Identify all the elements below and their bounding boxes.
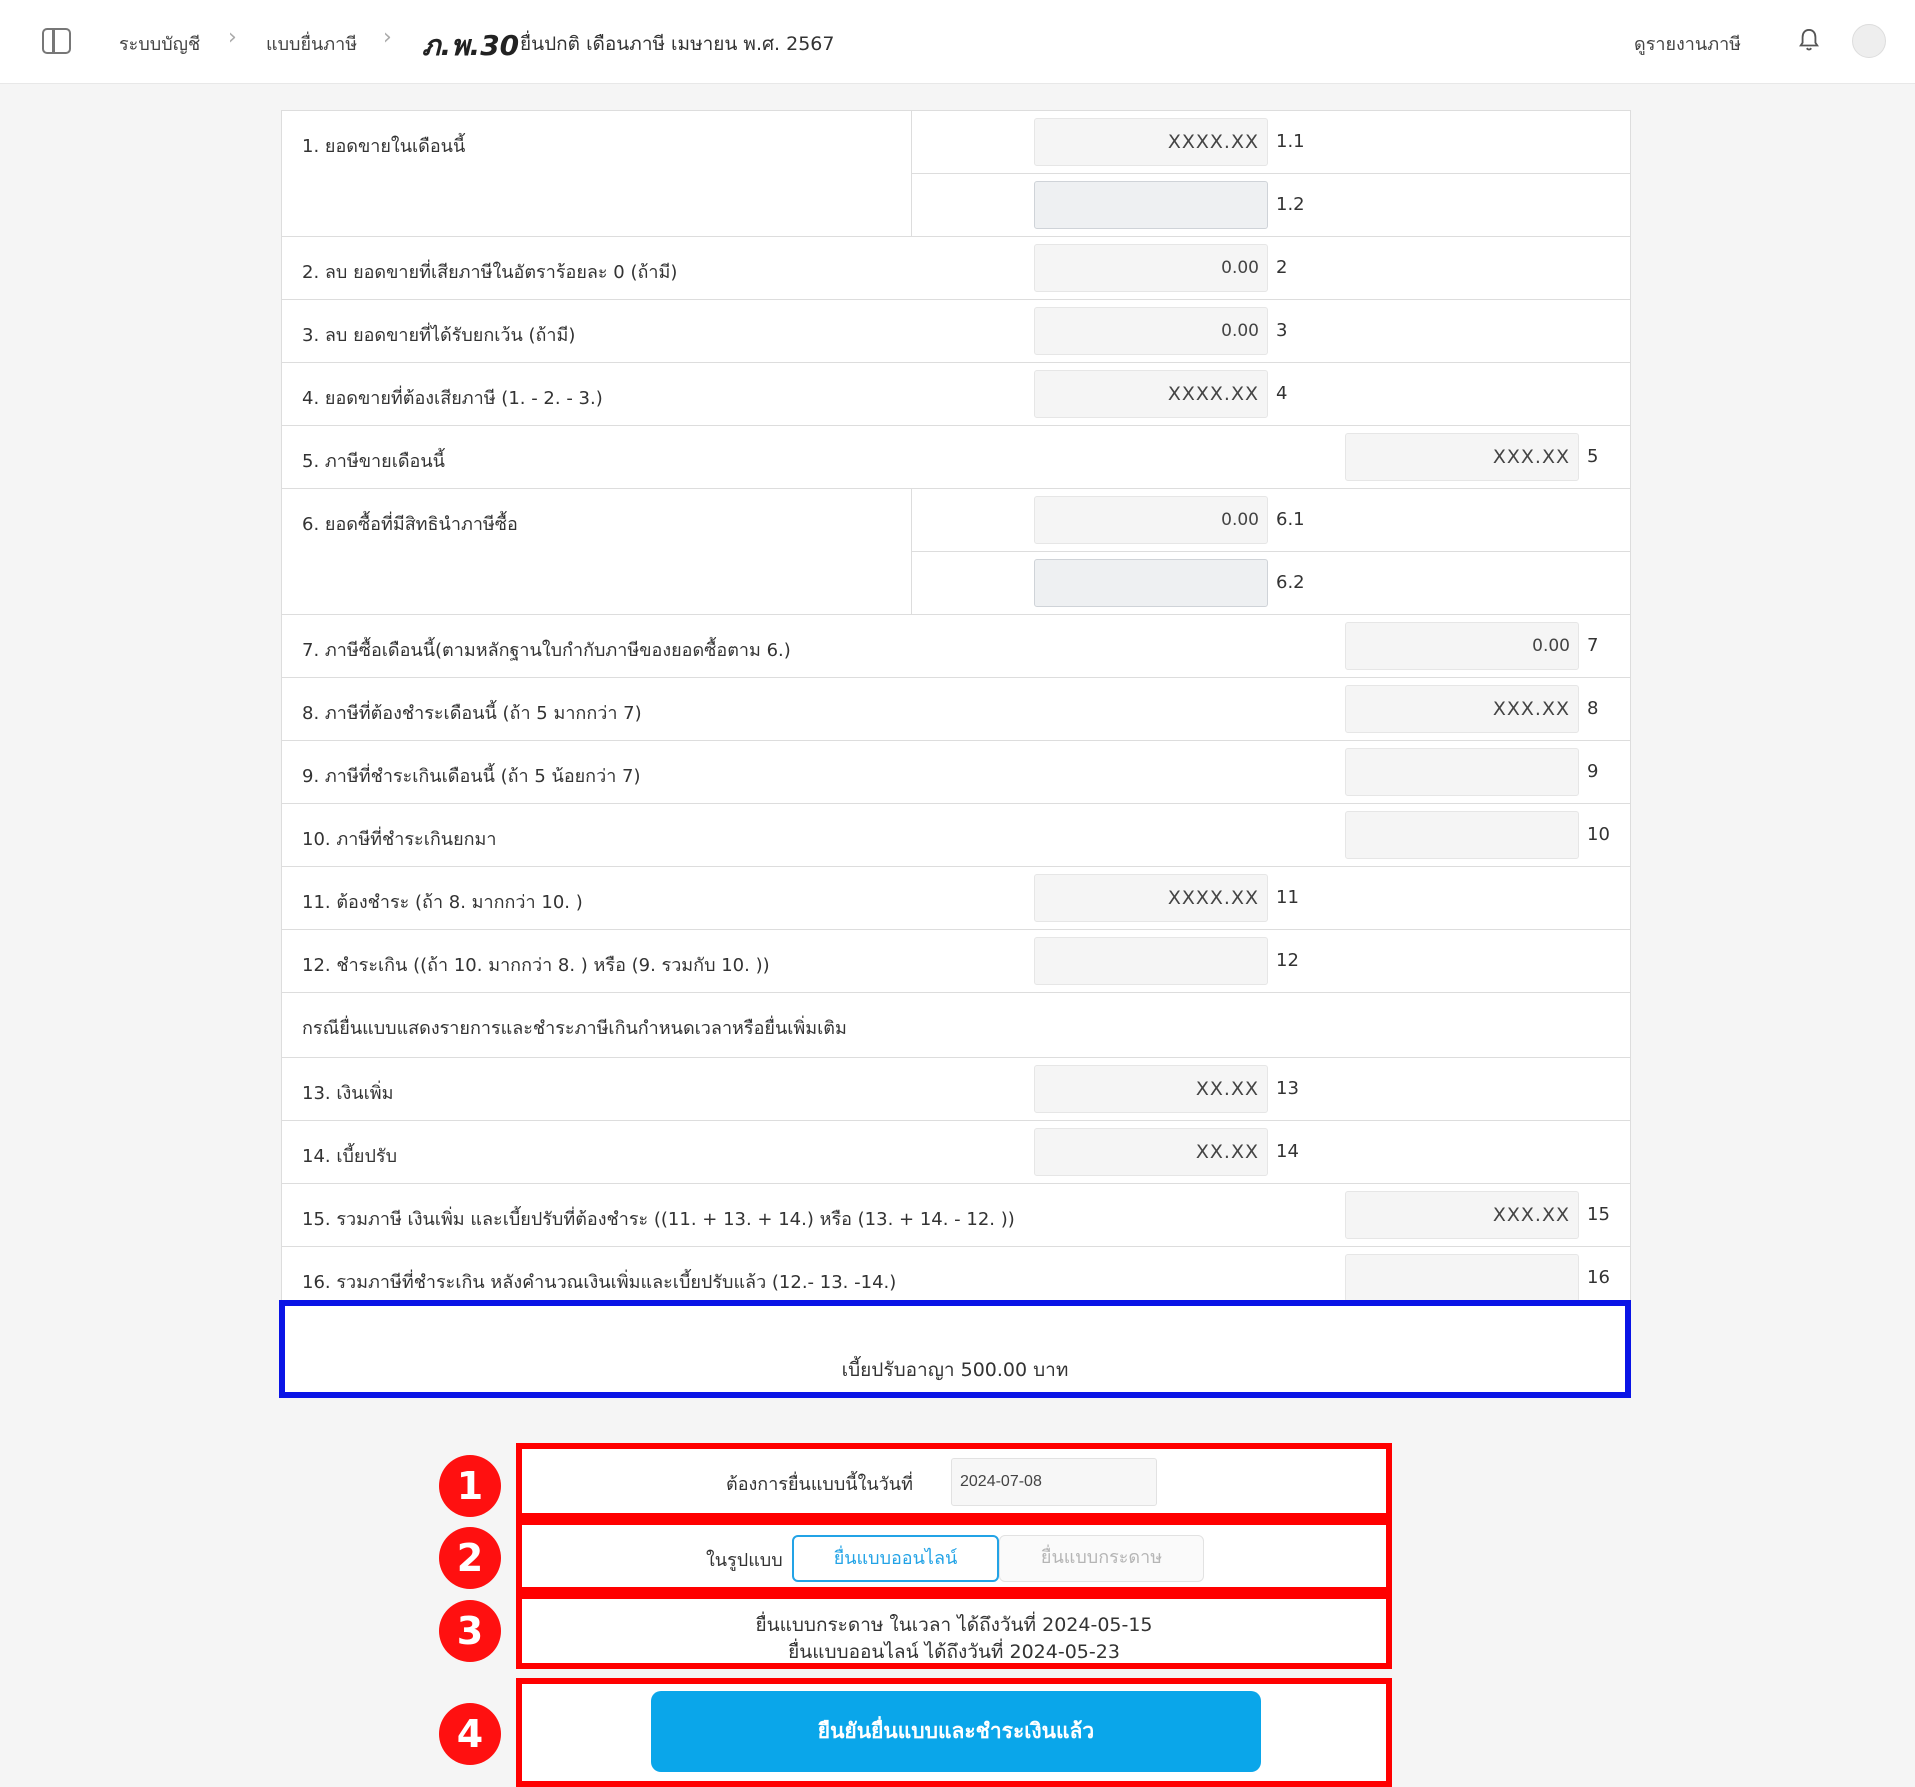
table-row xyxy=(282,426,1630,489)
row-number: 5 xyxy=(1587,446,1599,467)
overpaid-carried-field[interactable] xyxy=(1345,811,1579,859)
sales-field-1-1[interactable]: XXXX.XX xyxy=(1034,118,1268,166)
row-number: 13 xyxy=(1276,1078,1299,1099)
sales-field-1-2[interactable] xyxy=(1034,181,1268,229)
overpayment-field[interactable] xyxy=(1034,937,1268,985)
row-number: 2 xyxy=(1276,257,1288,278)
table-row xyxy=(282,237,1630,300)
table-row xyxy=(282,1184,1630,1247)
row-number: 6.1 xyxy=(1276,509,1305,530)
row-label: 9. ภาษีที่ชำระเกินเดือนนี้ (ถ้า 5 น้อยกว่า 7) xyxy=(302,766,641,787)
row-label: 11. ต้องชำระ (ถ้า 8. มากกว่า 10. ) xyxy=(302,892,583,913)
row-label: 4. ยอดขายที่ต้องเสียภาษี (1. - 2. - 3.) xyxy=(302,388,603,409)
criminal-penalty-text: เบี้ยปรับอาญา 500.00 บาท xyxy=(841,1359,1069,1381)
view-tax-report-link[interactable]: ดูรายงานภาษี xyxy=(1634,34,1742,55)
row-label: 2. ลบ ยอดขายที่เสียภาษีในอัตราร้อยละ 0 (ถ้ามี) xyxy=(302,262,678,283)
table-row xyxy=(282,867,1630,930)
section-heading: กรณียื่นแบบแสดงรายการและชำระภาษีเกินกำหนดเวลาหรือยื่นเพิ่มเติม xyxy=(302,1018,847,1039)
row-number: 11 xyxy=(1276,887,1299,908)
filing-mode-label: ในรูปแบบ xyxy=(706,1550,783,1571)
bell-icon[interactable] xyxy=(1798,27,1820,53)
form-subtitle: ยื่นปกติ เดือนภาษี เมษายน พ.ศ. 2567 xyxy=(520,33,835,55)
criminal-penalty-box xyxy=(279,1300,1631,1398)
taxable-sales-field[interactable]: XXXX.XX xyxy=(1034,370,1268,418)
row-number: 6.2 xyxy=(1276,572,1305,593)
zero-rate-sales-field[interactable]: 0.00 xyxy=(1034,244,1268,292)
total-payable-field[interactable]: XXX.XX xyxy=(1345,1191,1579,1239)
annotation-badge-4: 4 xyxy=(439,1703,501,1765)
total-overpaid-field[interactable] xyxy=(1345,1254,1579,1302)
row-number: 16 xyxy=(1587,1267,1610,1288)
row-label: 1. ยอดขายในเดือนนี้ xyxy=(302,136,466,157)
form-code-title: ภ.พ.30 xyxy=(422,29,520,62)
row-number: 14 xyxy=(1276,1141,1299,1162)
row-number: 10 xyxy=(1587,824,1610,845)
table-row xyxy=(282,678,1630,741)
row-number: 9 xyxy=(1587,761,1599,782)
input-tax-field[interactable]: 0.00 xyxy=(1345,622,1579,670)
table-row xyxy=(282,1121,1630,1184)
purchases-field-6-1[interactable]: 0.00 xyxy=(1034,496,1268,544)
table-row xyxy=(282,741,1630,804)
exempt-sales-field[interactable]: 0.00 xyxy=(1034,307,1268,355)
row-number: 12 xyxy=(1276,950,1299,971)
row-label: 6. ยอดซื้อที่มีสิทธินำภาษีซื้อ xyxy=(302,514,518,535)
row-label: 7. ภาษีซื้อเดือนนี้(ตามหลักฐานใบกำกับภาษีของยอดซื้อตาม 6.) xyxy=(302,640,791,661)
row-label: 13. เงินเพิ่ม xyxy=(302,1083,394,1104)
output-tax-field[interactable]: XXX.XX xyxy=(1345,433,1579,481)
mode-paper-button[interactable]: ยื่นแบบกระดาษ xyxy=(999,1535,1204,1582)
confirm-submit-button[interactable]: ยืนยันยื่นแบบและชำระเงินแล้ว xyxy=(651,1691,1261,1772)
surcharge-field[interactable]: XX.XX xyxy=(1034,1065,1268,1113)
table-row xyxy=(282,363,1630,426)
row-number: 15 xyxy=(1587,1204,1610,1225)
table-row xyxy=(282,615,1630,678)
row-label: 12. ชำระเกิน ((ถ้า 10. มากกว่า 8. ) หรือ (9. รวมกับ 10. )) xyxy=(302,955,770,976)
row-label: 5. ภาษีขายเดือนนี้ xyxy=(302,451,445,472)
table-row xyxy=(282,111,1630,237)
sidebar-toggle-icon[interactable] xyxy=(42,28,71,54)
annotation-badge-2: 2 xyxy=(439,1527,501,1589)
row-label: 16. รวมภาษีที่ชำระเกิน หลังคำนวณเงินเพิ่มและเบี้ยปรับแล้ว (12.- 13. -14.) xyxy=(302,1272,897,1293)
annotation-badge-1: 1 xyxy=(439,1455,501,1517)
row-number: 7 xyxy=(1587,635,1599,656)
chevron-right-icon: › xyxy=(383,25,392,50)
penalty-field[interactable]: XX.XX xyxy=(1034,1128,1268,1176)
row-number: 1.1 xyxy=(1276,131,1305,152)
must-pay-field[interactable]: XXXX.XX xyxy=(1034,874,1268,922)
deadline-paper-text: ยื่นแบบกระดาษ ในเวลา ได้ถึงวันที่ 2024-05-15 xyxy=(755,1614,1153,1636)
top-bar xyxy=(0,0,1915,84)
annotation-badge-3: 3 xyxy=(439,1600,501,1662)
row-label: 14. เบี้ยปรับ xyxy=(302,1146,397,1167)
table-row xyxy=(282,489,1630,615)
row-label: 10. ภาษีที่ชำระเกินยกมา xyxy=(302,829,497,850)
table-row xyxy=(282,300,1630,363)
filing-date-label: ต้องการยื่นแบบนี้ในวันที่ xyxy=(726,1474,913,1495)
section-heading-row xyxy=(282,993,1630,1058)
row-number: 3 xyxy=(1276,320,1288,341)
row-label: 15. รวมภาษี เงินเพิ่ม และเบี้ยปรับที่ต้องชำระ ((11. + 13. + 14.) หรือ (13. + 14. - 12. )) xyxy=(302,1209,1015,1230)
deadline-online-text: ยื่นแบบออนไลน์ ได้ถึงวันที่ 2024-05-23 xyxy=(788,1641,1120,1663)
tax-overpaid-field[interactable] xyxy=(1345,748,1579,796)
breadcrumb-tax-forms[interactable]: แบบยื่นภาษี xyxy=(266,34,358,55)
pp30-form-table xyxy=(281,110,1631,1311)
avatar[interactable] xyxy=(1852,24,1886,58)
row-label: 3. ลบ ยอดขายที่ได้รับยกเว้น (ถ้ามี) xyxy=(302,325,576,346)
filing-date-input[interactable]: 2024-07-08 xyxy=(951,1458,1157,1506)
table-row xyxy=(282,804,1630,867)
table-row xyxy=(282,930,1630,993)
tax-payable-field[interactable]: XXX.XX xyxy=(1345,685,1579,733)
row-number: 8 xyxy=(1587,698,1599,719)
breadcrumb-accounting[interactable]: ระบบบัญชี xyxy=(119,34,201,55)
row-number: 1.2 xyxy=(1276,194,1305,215)
purchases-field-6-2[interactable] xyxy=(1034,559,1268,607)
chevron-right-icon: › xyxy=(228,25,237,50)
row-label: 8. ภาษีที่ต้องชำระเดือนนี้ (ถ้า 5 มากกว่า 7) xyxy=(302,703,642,724)
table-row xyxy=(282,1058,1630,1121)
mode-online-button[interactable]: ยื่นแบบออนไลน์ xyxy=(792,1535,999,1582)
row-number: 4 xyxy=(1276,383,1288,404)
